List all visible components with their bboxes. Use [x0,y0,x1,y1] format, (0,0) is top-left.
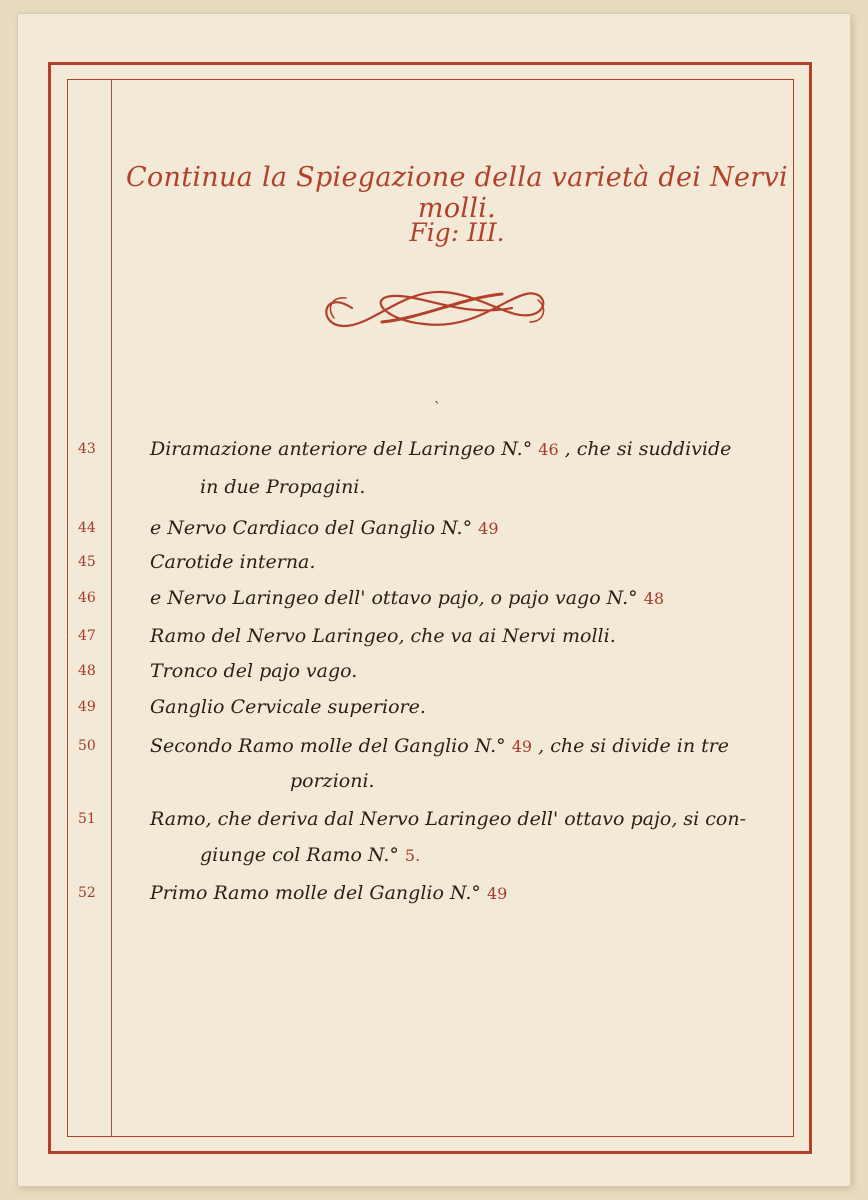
entry-number: 46 [78,590,96,606]
entry-reference: 49 [486,884,508,903]
entry-number: 47 [78,628,96,644]
list-item [0,583,868,613]
entry-text: e Nervo Laringeo dell' ottavo pajo, o pajo vago N.° 48 [150,587,665,609]
list-item [0,513,868,543]
entry-text: Carotide interna. [150,551,316,573]
entry-number: 52 [78,885,96,901]
entry-reference: 46 [538,440,559,459]
entry-number: 48 [78,663,96,679]
list-item [0,804,868,834]
list-item [0,731,868,761]
entry-reference: 48 [643,589,665,608]
entry-continuation: in due Propagini. [200,476,366,498]
entry-text: Tronco del pajo vago. [150,660,358,682]
calligraphic-flourish-icon [312,278,552,338]
list-item [0,692,868,722]
list-item [0,547,868,577]
entry-text: Ramo del Nervo Laringeo, che va ai Nervi molli. [150,625,616,647]
entry-text: Ganglio Cervicale superiore. [150,696,426,718]
entry-reference: 5. [404,846,421,865]
entry-continuation: porzioni. [290,770,375,792]
entry-text: Primo Ramo molle del Ganglio N.° 49 [150,882,508,904]
list-item [0,878,868,908]
figure-label: Fig: III. [409,218,505,247]
ink-mark: ˋ [434,400,441,416]
entry-text: Secondo Ramo molle del Ganglio N.° 49 , che si divide in tre [150,735,730,757]
entry-number: 50 [78,738,96,754]
entry-reference: 49 [511,737,533,756]
entry-number: 51 [78,811,96,827]
entry-text: Ramo, che deriva dal Nervo Laringeo dell' ottavo pajo, si con- [150,808,747,830]
entry-number: 49 [78,699,96,715]
entry-text: Diramazione anteriore del Laringeo N.° 46 , che si suddivide [150,438,732,460]
entry-continuation: giunge col Ramo N.° 5. [200,844,421,866]
list-item [0,656,868,686]
list-item [0,621,868,651]
entry-number: 43 [78,441,96,457]
entry-reference: 49 [478,519,499,538]
page-title: Continua la Spiegazione della varietà dei Nervi molli. [126,162,788,224]
list-item [0,434,868,464]
entry-number: 45 [78,554,96,570]
entry-text: e Nervo Cardiaco del Ganglio N.° 49 [150,517,499,539]
entry-number: 44 [78,520,96,536]
